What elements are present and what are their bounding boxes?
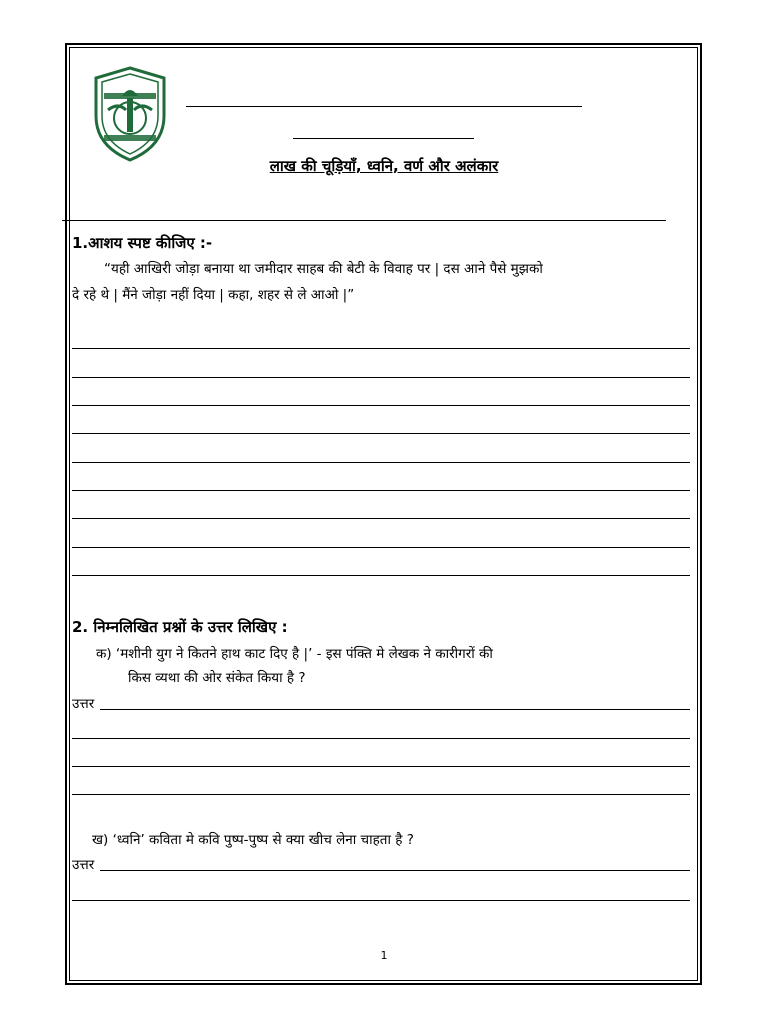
- question-a-line-1: क) ‘मशीनी युग ने कितने हाथ काट दिए है |’ - इस पंक्ति मे लेखक ने कारीगरों की: [96, 646, 493, 662]
- section1-heading: 1.आशय स्पष्ट कीजिए :-: [72, 234, 213, 252]
- answer-line[interactable]: [72, 900, 690, 901]
- answer-label-b: उत्तर: [72, 857, 95, 873]
- answer-line[interactable]: [100, 870, 690, 871]
- answer-line[interactable]: [72, 766, 690, 767]
- answer-label-a: उत्तर: [72, 696, 95, 712]
- quote-line-1: “यही आखिरी जोड़ा बनाया था जमीदार साहब की बेटी के विवाह पर | दस आने पैसे मुझको: [104, 261, 543, 277]
- answer-line[interactable]: [72, 518, 690, 519]
- question-a-line-2: किस व्यथा की ओर संकेत किया है ?: [128, 670, 306, 686]
- page-number: 1: [380, 949, 388, 962]
- answer-line[interactable]: [72, 348, 690, 349]
- answer-line[interactable]: [72, 794, 690, 795]
- answer-line[interactable]: [72, 433, 690, 434]
- answer-line[interactable]: [72, 547, 690, 548]
- header-divider: [62, 220, 666, 221]
- header-blank-line-1: [186, 106, 582, 107]
- answer-line[interactable]: [72, 575, 690, 576]
- answer-line[interactable]: [72, 738, 690, 739]
- question-b: ख) ‘ध्वनि’ कविता मे कवि पुष्प-पुष्प से क्या खीच लेना चाहता है ?: [92, 832, 414, 848]
- school-logo: [90, 66, 170, 162]
- answer-line[interactable]: [72, 377, 690, 378]
- answer-line[interactable]: [100, 709, 690, 710]
- answer-line[interactable]: [72, 462, 690, 463]
- worksheet-title: लाख की चूड़ियाँ, ध्वनि, वर्ण और अलंकार: [269, 157, 499, 175]
- answer-line[interactable]: [72, 490, 690, 491]
- quote-line-2: दे रहे थे | मैंने जोड़ा नहीं दिया | कहा, शहर से ले आओ |”: [72, 287, 355, 303]
- header-blank-line-2: [293, 138, 474, 139]
- section2-heading: 2. निम्नलिखित प्रश्नों के उत्तर लिखिए :: [72, 618, 288, 636]
- answer-line[interactable]: [72, 405, 690, 406]
